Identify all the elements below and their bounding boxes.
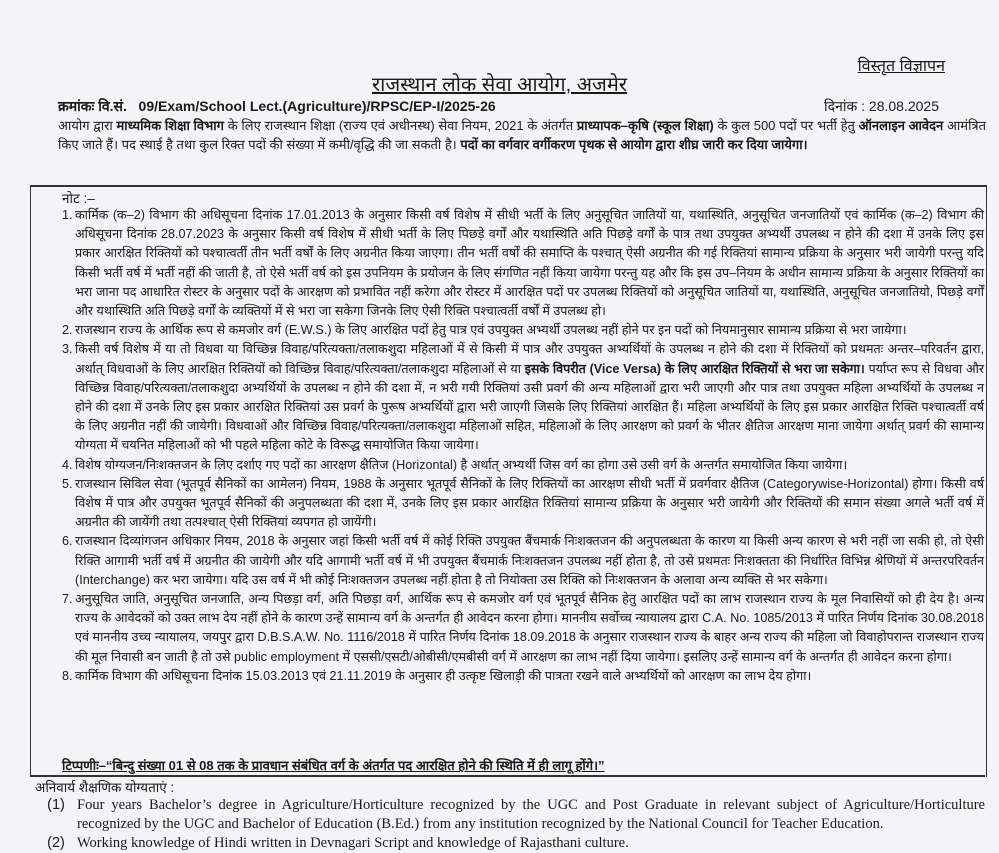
- note-text-part: कार्मिक (क–2) विभाग की अधिसूचना दिनांक 17.01.2013 के अनुसार किसी वर्ष विशेष में सीधी भर्ती के लिए अनुसूचित जातियों या, यथास्थिति, अनुसूचित जनजातियों एवं कार्मिक (क–2) विभाग की अधिसूचना दिनांक 28.07.2023 के अनुसार किसी वर्ष विशेष में सीधी भर्ती के लिए पिछड़े वर्गों और यथास्थिति अति पिछड़े वर्गों के पात्र तथा उपयुक्त अभ्यर्थी उपलब्ध न होने की दशा में उनके लिए इस प्रकार आरक्षित रिक्तियों को पश्चात्वर्ती तीन भर्ती वर्षों के लिए अग्रनीत किया जाएगा। तीन भर्ती वर्षों की समाप्ति के पश्चात् ऐसी अग्रनीत की गई रिक्तियां सामान्य प्रक्रिया के अनुसार भरी जायेगी परन्तु यदि किसी भर्ती वर्ष में भर्ती नहीं की जाती है, तो ऐसे भर्ती वर्ष को इस उपनियम के प्रयोजन के लिए संगणित नहीं किया जायेगा परन्तु यह और कि इस उप–नियम के अधीन सामान्य प्रक्रिया के अनुसार रिक्तियों का भरा जाना पद आधारित रोस्टर के अनुसार पदों के आरक्षण को प्रभावित नहीं करेगा और रोस्टर में आरक्षित पदों पर उपलब्ध रिक्तियों को अनुसूचित जातियों या, यथास्थिति, अनुसूचित जनजातियो, पिछड़े वर्गों और यथास्थिति अति पिछड़े वर्गों के व्यक्तियों में से भरा जा सकेगा जिनके लिए ऐसी रिक्ति पश्चात्वर्ती वर्षों में उपलब्ध हो।: [75, 208, 984, 319]
- note-number: 3.: [62, 342, 73, 357]
- note-item: [62, 590, 984, 667]
- note-text-part: विशेष योग्यजन/निःशक्तजन के लिए दर्शाए गए पदों का आरक्षण क्षैतिज (Horizontal) है अर्थात् अभ्यर्थी जिस वर्ग का होगा उसे उसी वर्ग के अन्तर्गत समायोजित किया जायेगा।: [75, 457, 848, 472]
- intro-text: के कुल 500 पदों पर भर्ती हेतु: [713, 118, 859, 133]
- note-number: 7.: [62, 592, 73, 607]
- note-number: 6.: [62, 534, 73, 549]
- note-text-part: राजस्थान दिव्यांगजन अधिकार नियम, 2018 के अनुसार जहां किसी भर्ती वर्ष में कोई रिक्ति उपयुक्त बैंचमार्क निःशक्तजन की अनुपलब्धता के कारण या किसी अन्य कारण से भरी नहीं जा सकी हो, तो ऐसी रिक्ति आगामी भर्ती वर्ष में अग्रनीत की जायेगी और यदि आगामी भर्ती वर्ष में भी उपयुक्त बैंचमार्क निःशक्तजन उपलब्ध नहीं होता है, तो उसे प्रथमतः निःशक्तता की निर्धारित विभिन्न श्रेणियों में अन्तरपरिवर्तन (Interchange) कर भरा जायेगा। यदि उस वर्ष में भी कोई निःशक्तजन उपलब्ध नहीं होता है तो नियोक्ता उस रिक्ति को निःशक्तजन के अलावा अन्य व्यक्ति से भर सकेगा।: [75, 534, 984, 587]
- note-item: [62, 475, 984, 533]
- intro-paragraph: [58, 116, 986, 154]
- note-text: [75, 456, 984, 475]
- note-text-part: राजस्थान सिविल सेवा (भूतपूर्व सैनिकों का आमेलन) नियम, 1988 के अनुसार भूतपूर्व सैनिकों के लिए रिक्तियों का आरक्षण सीधी भर्ती में प्रवर्गवार क्षैतिज (Categorywise-Horizontal) होगा। किसी वर्ष विशेष में पात्र और उपयुक्त भूतपूर्व सैनिकों की अनुपलब्धता की दशा में, उनके लिए इस प्रकार आरक्षित रिक्तियां सामान्य प्रक्रिया के अनुसार भरी जायेगी और रिक्तियों की समान संख्या अगले भर्ती वर्ष में अग्रनीत की जायेंगी तथा तत्पश्चात् ऐसी रिक्तियां व्यपगत हो जायेंगी।: [75, 476, 984, 530]
- qualification-text: Working knowledge of Hindi written in Devnagari Script and knowledge of Rajasthani culture.: [77, 835, 629, 851]
- note-text-part: कार्मिक विभाग की अधिसूचना दिनांक 15.03.2013 एवं 21.11.2019 के अनुसार ही उत्कृष्ट खिलाड़ी की पात्रता रखने वाले अभ्यर्थियों को आरक्षण का लाभ देय होगा।: [75, 668, 812, 683]
- note-text-part: किसी वर्ष विशेष में या तो विधवा या विच्छिन्न विवाह/परित्यक्ता/तलाकशुदा महिलाओं में से किसी में पात्र और उपयुक्त अभ्यर्थियों के उपलब्ध न होने की दशा में रिक्तियों को प्रथमतः अन्तर–परिवर्तन द्वारा, अर्थात् विधवाओं के लिए आरक्षित रिक्तियों को विच्छिन्न विवाह/परित्यक्ता/तलाकशुदा महिलाओं से या: [75, 342, 984, 376]
- note-text-part: अनुसूचित जाति, अनुसूचित जनजाति, अन्य पिछड़ा वर्ग, अति पिछड़ा वर्ग, आर्थिक रूप से कमजोर वर्ग एवं भूतपूर्व सैनिक हेतु आरक्षित पदों का लाभ राजस्थान राज्य के मूल निवासियों को ही देय है। अन्य राज्य के आवेदकों को उक्त लाभ देय नहीं होने के कारण उन्हें सामान्य वर्ग के अन्तर्गत ही आवेदन करना होगा। माननीय सर्वोच्च न्यायालय द्वारा C.A. No. 1085/2013 में पारित निर्णय दिनांक 30.08.2018 एवं माननीय उच्च न्यायालय, जयपुर द्वारा D.B.S.A.W. No. 1116/2018 में पारित निर्णय दिनांक 18.09.2018 के अनुसार राजस्थान राज्य के बाहर अन्य राज्य की महिला जो विवाहोपरान्त राजस्थान राज्य की मूल निवासी बन जाती है तो उसे public employment में एससी/एसटी/ओबीसी/एमबीसी वर्ग में आरक्षण का लाभ नहीं दिया जायेगा। इसलिए उन्हें सामान्य वर्ग के अन्तर्गत ही आवेदन करना होगा।: [75, 592, 984, 664]
- qualifications-heading: अनिवार्य शैक्षणिक योग्यताएं :: [35, 780, 175, 795]
- note-number: 2.: [62, 323, 73, 338]
- note-item: [62, 321, 984, 340]
- intro-text: आमंत्रित किए जाते हैं। पद स्थाई है तथा कुल रिक्त पदों की संख्या में कमी/वृद्धि की जा सकती है।: [58, 118, 987, 152]
- note-text-bold: इसके विपरीत (Vice Versa) के लिए आरक्षित रिक्तियों से भरा जा सकेगा।: [524, 361, 865, 376]
- note-text: [75, 206, 984, 321]
- qualification-number: (2): [47, 835, 65, 851]
- note-text: [75, 321, 984, 340]
- note-item: [62, 340, 984, 455]
- issue-date: दिनांक : 28.08.2025: [824, 98, 939, 114]
- note-text: [75, 532, 984, 590]
- note-item: [62, 532, 984, 590]
- intro-text: के लिए राजस्थान शिक्षा (राज्य एवं अधीनस्थ) सेवा नियम, 2021 के अंतर्गत: [223, 118, 577, 133]
- advertisement-type-label: विस्तृत विज्ञापन: [857, 58, 945, 75]
- qualifications-list: [35, 796, 985, 853]
- note-text: [75, 475, 984, 533]
- note-number: 8.: [62, 668, 73, 683]
- note-text: [75, 667, 984, 686]
- note-number: 5.: [62, 476, 73, 491]
- reference-code: 09/Exam/School Lect.(Agriculture)/RPSC/EP-I/2025-26: [138, 98, 496, 114]
- reference-label: क्रमांकः वि.सं.: [58, 98, 127, 114]
- section-divider: [30, 775, 985, 777]
- notes-list: [62, 206, 984, 686]
- intro-classification-note: पदों का वर्गवार वर्गीकरण पृथक से आयोग द्वारा शीघ्र जारी कर दिया जायेगा।: [460, 137, 808, 152]
- note-text-part: पर्याप्त रूप से विधवा और विच्छिन्न विवाह/परित्यक्ता/तलाकशुदा अभ्यर्थियों के उपलब्ध न होने की दशा में, न भरी गयी रिक्तियां उसी प्रवर्ग की अन्य महिलाओं द्वारा भरी जाएगी और पात्र तथा उपयुक्त महिला अभ्यर्थियों के उपलब्ध न होने की दशा में उनके लिए इस प्रकार आरक्षित रिक्तियां उस प्रवर्ग के पुरूष अभ्यर्थियों द्वारा भरी जाएगी जिसके लिए रिक्तियां आरक्षित हैं। महिला अभ्यर्थियों के लिए इस प्रकार आरक्षित रिक्ति पश्चात्वर्ती वर्ष के लिए अग्रनीत नहीं की जायेगी। विधवाओं और विच्छिन्न विवाह/परित्यक्ता/तलाकशुदा महिलाओं सहित, महिलाओं के लिए आरक्षण को प्रवर्ग के भीतर क्षैतिज आरक्षण माना जायेगा अर्थात् प्रवर्ग की सामान्य योग्यता में चयनित महिलाओं को भी पहले महिला कोटे के विरूद्ध समायोजित किया जायेगा।: [75, 361, 985, 453]
- note-number: 1.: [62, 208, 73, 222]
- note-text: [75, 590, 984, 667]
- qualification-item: [35, 834, 985, 853]
- qualification-item: [35, 796, 985, 834]
- notes-remark: टिप्पणीः–“बिन्दु संख्या 01 से 08 तक के प्रावधान संबंधित वर्ग के अंतर्गत पद आरक्षित होने की स्थिति में ही लागू होंगे।”: [62, 758, 605, 773]
- note-number: 4.: [62, 457, 73, 472]
- qualification-number: (1): [47, 797, 65, 813]
- note-text: [75, 340, 984, 455]
- reference-number: [58, 97, 496, 116]
- intro-department: माध्यमिक शिक्षा विभाग: [116, 118, 224, 133]
- intro-post: प्राध्यापक–कृषि (स्कूल शिक्षा): [576, 118, 714, 133]
- notes-heading: नोट :–: [62, 191, 95, 206]
- page-title: राजस्थान लोक सेवा आयोग, अजमेर: [371, 74, 628, 96]
- intro-online-application: ऑनलाइन आवेदन: [858, 118, 944, 133]
- qualification-text: Four years Bachelor’s degree in Agriculture/Horticulture recognized by the UGC and Post Graduate in relevant subject of Agriculture/Horticulture recognized by the UGC and Bachelor of Education (B.Ed.) from any institution recognized by the National Council for Teacher Education.: [77, 797, 985, 832]
- note-item: [62, 667, 984, 686]
- note-item: [62, 456, 984, 475]
- intro-text: आयोग द्वारा: [58, 118, 117, 133]
- note-item: [62, 206, 984, 321]
- note-text-part: राजस्थान राज्य के आर्थिक रूप से कमजोर वर्ग (E.W.S.) के लिए आरक्षित पदों हेतु पात्र एवं उपयुक्त अभ्यर्थी उपलब्ध नहीं होने पर इन पदों को नियमानुसार सामान्य प्रक्रिया से भरा जायेगा।: [75, 323, 907, 338]
